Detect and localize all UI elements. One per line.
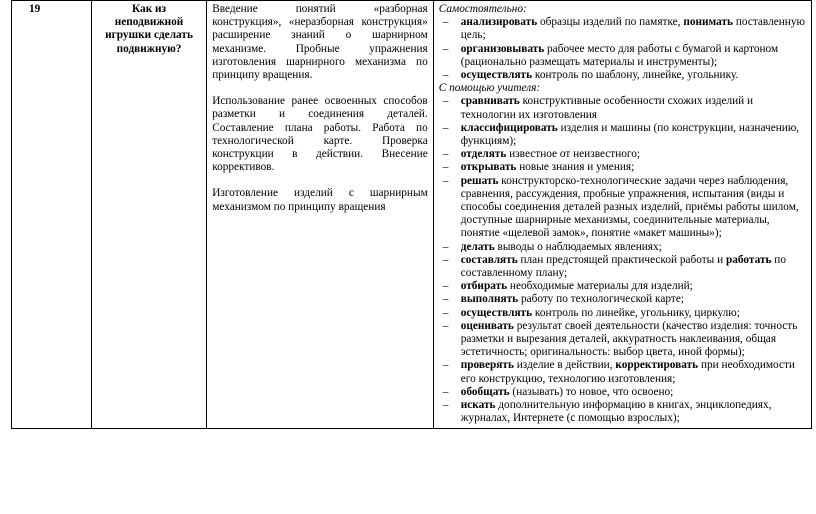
list-item [439,280,806,293]
item-text: контроль по шаблону, линейке, угольнику. [532,69,739,82]
independent-list [439,16,806,82]
action-verb: осуществлять [460,306,533,319]
item-text: работу по технологической карте; [518,293,684,306]
action-verb: отбирать [460,280,508,293]
list-item [439,69,806,82]
list-item [439,320,806,360]
list-item [439,399,806,425]
lesson-content [207,1,434,429]
lesson-number: 19 [12,1,92,429]
action-verb: сравнивать [460,95,520,108]
item-text: (называть) то новое, что освоено; [509,385,674,398]
item-text: результат своей деятельности (качество изделия: точность разметки и вырезания деталей, аккуратность наклеивания, общая эстетичность; оригинальность: выбор цвета, иной формы); [460,319,798,359]
table-row [12,1,812,429]
action-verb: организовывать [460,42,545,55]
action-verb: выполнять [460,293,519,306]
action-verb: решать [460,174,499,187]
action-verb: открывать [460,161,517,174]
content-paragraph: Введение понятий «разборная конструкция», «неразборная конструкция» расширение знаний о шарнирном механизме. Пробные упражнения изготовления шарнирного механизма по принципу вращения. [212,3,428,82]
item-text: по составленному плану; [460,253,787,280]
list-item [439,175,806,241]
lesson-plan-table [11,0,812,429]
item-text: конструктивные особенности схожих изделий и технологии их изготовления [460,95,754,121]
item-text: рабочее место для работы с бумагой и картоном (рационально размещать материалы и инструменты); [460,42,779,68]
item-text: дополнительную информацию в книгах, энциклопедиях, журналах, Интернете (с помощью взрослых); [460,399,772,425]
action-verb: работать [725,253,772,266]
action-verb: оценивать [460,319,514,332]
list-item [439,95,806,121]
list-item [439,254,806,280]
action-verb: обобщать [460,385,510,398]
list-item [439,16,806,42]
list-item [439,359,806,385]
student-activities [433,1,811,429]
action-verb: осуществлять [460,69,533,82]
list-item [439,122,806,148]
lesson-topic: Как из неподвижной игрушки сделать подвижную? [91,1,206,429]
action-verb: корректировать [615,359,699,372]
list-item [439,386,806,399]
item-text: выводы о наблюдаемых явлениях; [494,240,662,253]
teacher-list [439,95,806,425]
list-item [439,307,806,320]
list-item [439,293,806,306]
item-text: необходимые материалы для изделий; [507,280,693,293]
item-text: при необходимости его конструкцию, технологию изготовления; [460,359,795,385]
item-text: контроль по линейке, угольнику, циркулю; [532,306,740,319]
item-text: план предстоящей практической работы и [517,253,726,266]
action-verb: делать [460,240,495,253]
item-text: образцы изделий по памятке, [537,16,684,29]
content-paragraph: Изготовление изделий с шарнирным механизмом по принципу вращения [212,187,428,213]
list-item [439,43,806,69]
content-paragraph: Использование ранее освоенных способов разметки и соединения деталей. Составление плана работы. Работа по технологической карте. Проверка конструкции в действии. Внесение коррективов. [212,95,428,174]
item-text: конструкторско-технологические задачи через наблюдения, сравнения, рассуждения, пробные упражнения, испытания (виды и способы соединения деталей разных изделий, приёмы работы шилом, доступные шарнирные механизмы, соединительные материалы, понятие «щелевой замок», понятие «макет машины»); [460,174,799,240]
independent-header: Самостоятельно: [438,3,527,15]
action-verb: понимать [683,16,734,29]
item-text: изделия и машины (по конструкции, назначению, функциям); [460,121,800,148]
action-verb: отделять [460,148,507,161]
item-text: известное от неизвестного; [506,148,641,161]
teacher-header: С помощью учителя: [438,82,541,95]
list-item [439,161,806,174]
item-text: поставленную цель; [460,16,805,42]
list-item [439,241,806,254]
action-verb: искать [460,399,496,412]
list-item [439,148,806,161]
action-verb: анализировать [460,16,538,29]
action-verb: проверять [460,359,514,372]
action-verb: составлять [460,253,518,266]
action-verb: классифицировать [460,121,558,134]
item-text: изделие в действии, [513,359,616,372]
item-text: новые знания и умения; [516,161,635,174]
